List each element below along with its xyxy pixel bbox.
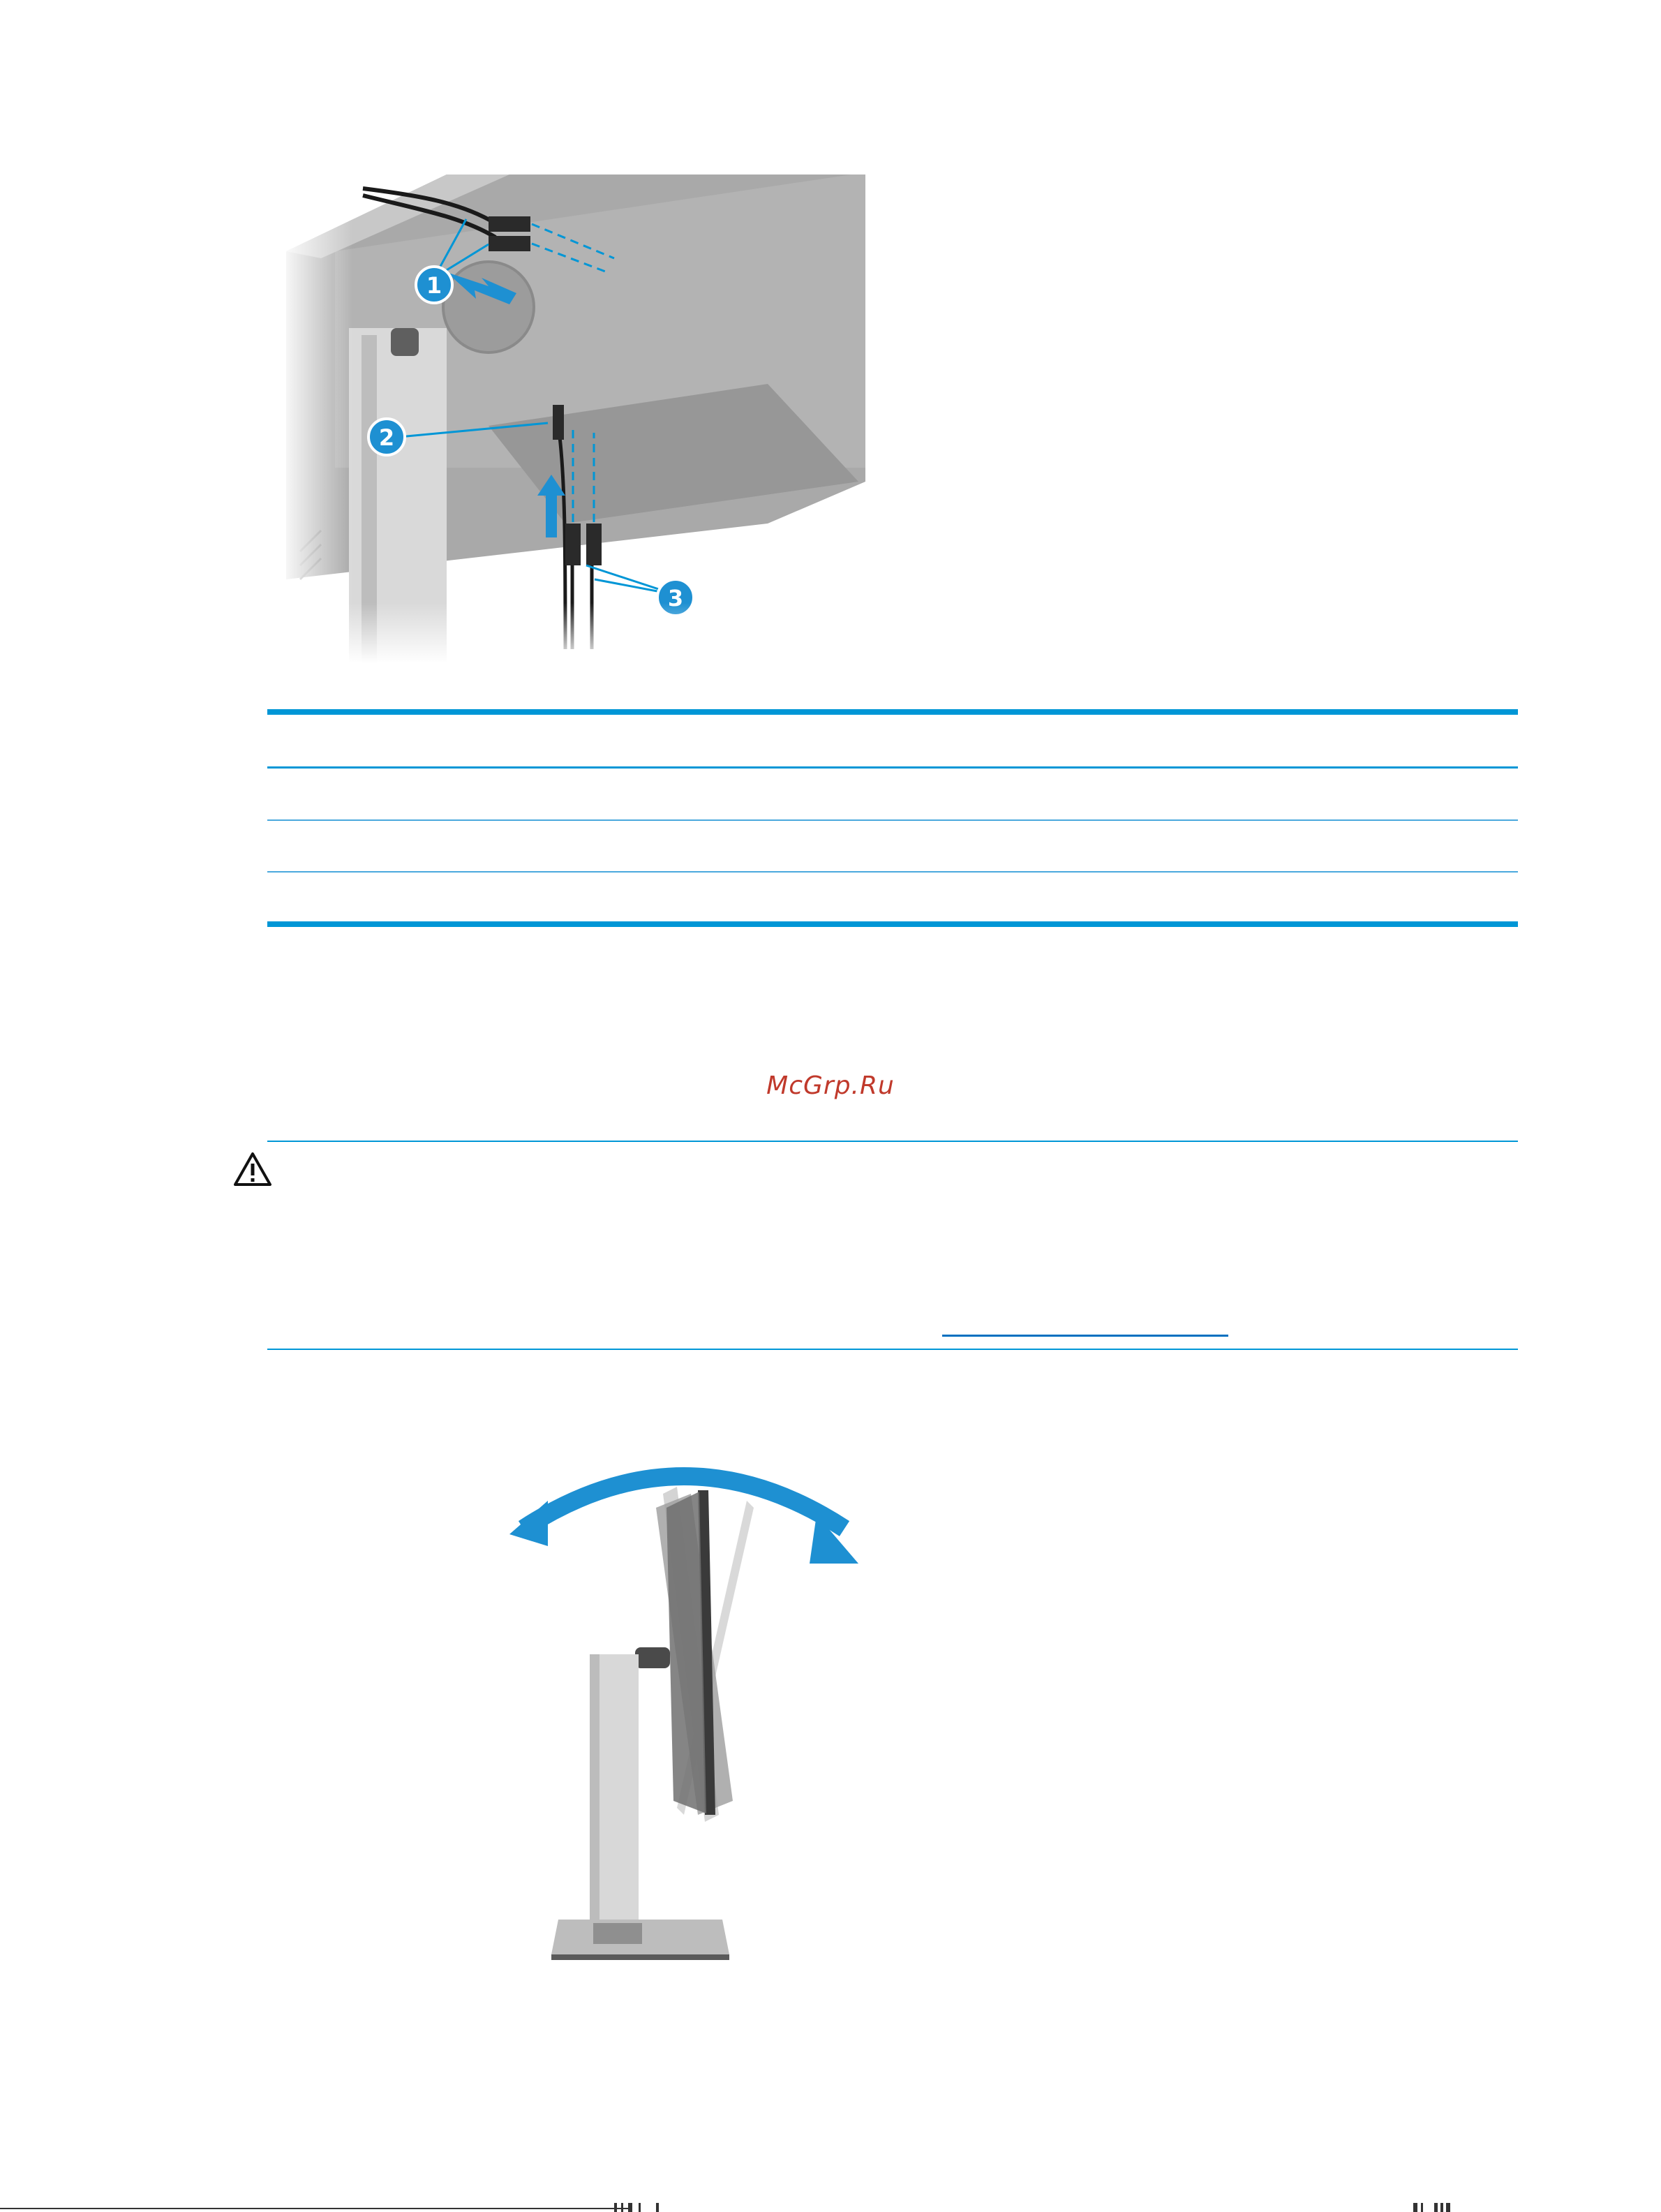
monitor-tilt-illustration — [509, 1424, 858, 1968]
cable-connection-illustration — [279, 161, 893, 663]
table-bottom-rule — [267, 921, 1518, 927]
table-row-divider — [267, 819, 1518, 821]
warning-triangle-icon — [233, 1152, 272, 1187]
table-row — [267, 718, 1518, 766]
table-row — [267, 770, 1518, 819]
caution-link-underline[interactable] — [942, 1335, 1228, 1337]
table-header-rule — [267, 766, 1518, 769]
table-top-rule — [267, 709, 1518, 715]
table-row-divider — [267, 871, 1518, 873]
caution-bottom-rule — [267, 1349, 1518, 1350]
watermark: McGrp.Ru — [766, 1071, 895, 1100]
table-row — [267, 822, 1518, 870]
caution-top-rule — [267, 1141, 1518, 1142]
page-footer-fragment — [0, 2199, 1661, 2212]
